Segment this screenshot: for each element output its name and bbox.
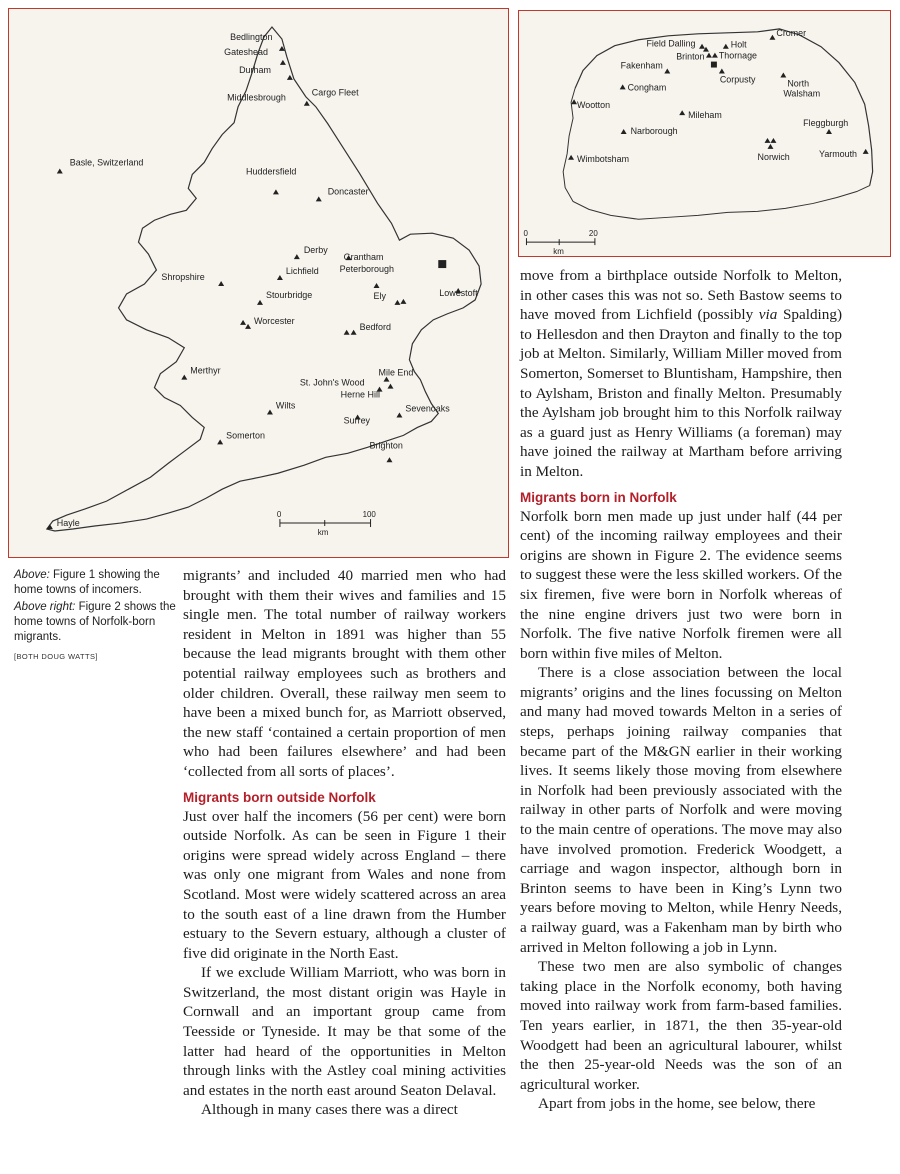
place-label: Doncaster: [327, 186, 369, 197]
place-label: Cromer: [776, 27, 807, 38]
place-label: Hayle: [56, 518, 80, 529]
place-label: Lichfield: [285, 266, 319, 277]
place-label: Fakenham: [620, 60, 663, 71]
norfolk-map: [519, 11, 890, 256]
paragraph-text: Spalding) to Hellesdon and then Drayton and finally to the top job at Melton. Similarly, William Miller moved from Somerton, Somerset to Bluntisham, Hampshire, then to Aylsham, Briston and finally Melton. Presumably the Aylsham job brought him to this Norfolk railway as a guard just as Henry Williams (a foreman) may have joined the railway at Martham before arriving in Melton.: [520, 306, 842, 480]
place-label: Narborough: [630, 125, 678, 136]
place-label: Somerton: [226, 430, 265, 441]
photo-credit: [BOTH DOUG WATTS]: [14, 652, 98, 661]
figure-2-map: [518, 10, 891, 257]
paragraph: Apart from jobs in the home, see below, there: [538, 1095, 816, 1113]
scale-zero: 0: [523, 229, 528, 239]
place-label: Cargo Fleet: [311, 87, 359, 98]
place-label: Derby: [303, 245, 328, 256]
scale-unit: km: [553, 247, 564, 256]
paragraph-text: move from a birthplace outside Norfolk to Melton, in other cases this was not so. Seth Bastow seems to have moved from Lichfield (possibly: [520, 267, 842, 324]
place-label: Durham: [239, 64, 271, 75]
section-heading: Migrants born in Norfolk: [520, 489, 677, 505]
place-label: Holt: [730, 39, 747, 50]
place-label: Bedlington: [230, 31, 273, 42]
place-label: Norwich: [757, 151, 790, 162]
place-label: Yarmouth: [819, 148, 858, 159]
place-label: North: [787, 78, 810, 89]
place-label: Mile End: [378, 367, 414, 378]
text-column-left: [183, 566, 506, 1120]
scale-twenty: 20: [588, 229, 598, 239]
place-label: Congham: [627, 82, 667, 93]
section-heading: Migrants born outside Norfolk: [183, 789, 376, 805]
place-label: Shropshire: [161, 272, 205, 283]
caption-label: Above:: [14, 569, 50, 581]
paragraph: There is a close association between the local migrants’ origins and the lines focussing on Melton and many had moved towards Melton in a series of steps, perhaps joining railway companies that became part of the M&GN earlier in their working lives. It seems likely those moving from elsewhere in Norfolk had been previously associated with the railway in other parts of Norfolk and were moving to the main centre of operations. The move may also have involved promotion. Frederick Woodgett, a carriage and wagon inspector, although born in Brinton seems to have been in King’s Lynn two years before moving to Melton, while Henry Needs, a railway guard, was a Fakenham man by birth who arrived in Melton following a job in Lynn.: [520, 664, 842, 956]
place-label: Brinton: [676, 51, 705, 62]
melton-marker: [711, 62, 717, 68]
place-label: Ely: [373, 290, 386, 301]
place-label: Wootton: [577, 100, 611, 111]
place-label: Peterborough: [339, 264, 394, 275]
scale-bar: [277, 510, 377, 537]
place-label: Bedford: [359, 321, 391, 332]
place-label: Brighton: [369, 440, 403, 451]
scale-unit: km: [317, 527, 329, 537]
place-label: Field Dalling: [646, 38, 696, 49]
paragraph: Norfolk born men made up just under half (44 per cent) of the incoming railway employees and their origins are shown in Figure 2. The evidence seems to suggest these were the less skilled workers. Of the six firemen, five were born in Norfolk whereas of the nine engine drivers just two were born in Norfolk. The five native Norfolk firemen were all born within five miles of Melton.: [520, 507, 842, 662]
scale-zero: 0: [276, 510, 282, 520]
place-label: Wilts: [275, 400, 296, 411]
england-wales-map: [9, 9, 508, 557]
place-label: Herne Hill: [340, 389, 380, 400]
paragraph: migrants’ and included 40 married men who had brought with them their wives and families and 15 single men. The total number of railway workers resident in Melton in 1891 was higher than 55 because the lead migrants brought with them other potential railway employees such as brothers and older children. Overall, these railway men seem to have been a mixed bunch for, as Marriott observed, the new staff ‘contained a certain proportion of men who had been failures elsewhere’ and had been ‘collected from all sorts of places’.: [183, 567, 506, 780]
place-label: Merthyr: [190, 365, 221, 376]
place-label: Worcester: [254, 315, 295, 326]
scale-bar: [523, 229, 598, 256]
scale-hundred: 100: [362, 510, 376, 520]
caption-text: Figure 2 shows the home towns of Norfolk-born migrants.: [14, 601, 176, 643]
place-label: Stourbridge: [265, 289, 313, 300]
caption-text: Figure 1 showing the home towns of incomers.: [14, 569, 160, 596]
place-label: Gateshead: [224, 46, 268, 57]
place-label: Basle, Switzerland: [69, 157, 144, 168]
paragraph: If we exclude William Marriott, who was born in Switzerland, the most distant origin was Hayle in Cornwall and an important group came from Teesside or Tyneside. It may be that some of the latter had heard of the opportunities in Melton through links with the Astley coal mining activities and estates in the north east around Seaton Delaval.: [183, 964, 506, 1099]
paragraph: [520, 266, 842, 482]
place-label: Sevenoaks: [405, 403, 450, 414]
melton-marker: [438, 260, 446, 268]
place-label: Corpusty: [719, 74, 756, 85]
place-markers: [47, 46, 461, 529]
place-label: St. John's Wood: [299, 377, 365, 388]
figure-caption: [14, 568, 176, 666]
caption-figure-1: [14, 568, 176, 598]
place-label: Surrey: [343, 415, 371, 426]
place-label: Walsham: [783, 88, 821, 99]
paragraph: Although in many cases there was a direct: [201, 1101, 458, 1119]
place-label: Middlesbrough: [227, 92, 286, 103]
place-label: Lowestoft: [439, 287, 478, 298]
caption-label: Above right:: [14, 601, 76, 613]
paragraph: These two men are also symbolic of changes taking place in the Norfolk economy, both having moved into railway work from farm-based families. Ten years earlier, in 1871, the then 35-year-old Woodgett had been an agricultural labourer, whilst the then 25-year-old Needs was the son of an agricultural worker.: [520, 958, 842, 1093]
paragraph: Just over half the incomers (56 per cent) were born outside Norfolk. As can be seen in Figure 1 their origins were spread widely across England – there was only one migrant from Wales and none from Scotland. Most were widely scattered across an area to the south east of a line drawn from the Humber estuary to the Severn estuary, although a cluster of five did originate in the North East.: [183, 807, 506, 962]
italic-word: via: [758, 306, 778, 324]
figure-1-map: [8, 8, 509, 558]
place-label: Fleggburgh: [803, 118, 849, 129]
caption-figure-2: [14, 600, 176, 645]
place-label: Mileham: [688, 110, 722, 121]
place-label: Grantham: [343, 252, 384, 263]
place-label: Huddersfield: [246, 166, 297, 177]
place-label: Wimbotsham: [577, 153, 630, 164]
text-column-right: [520, 266, 842, 1114]
place-label: Thornage: [718, 50, 758, 61]
